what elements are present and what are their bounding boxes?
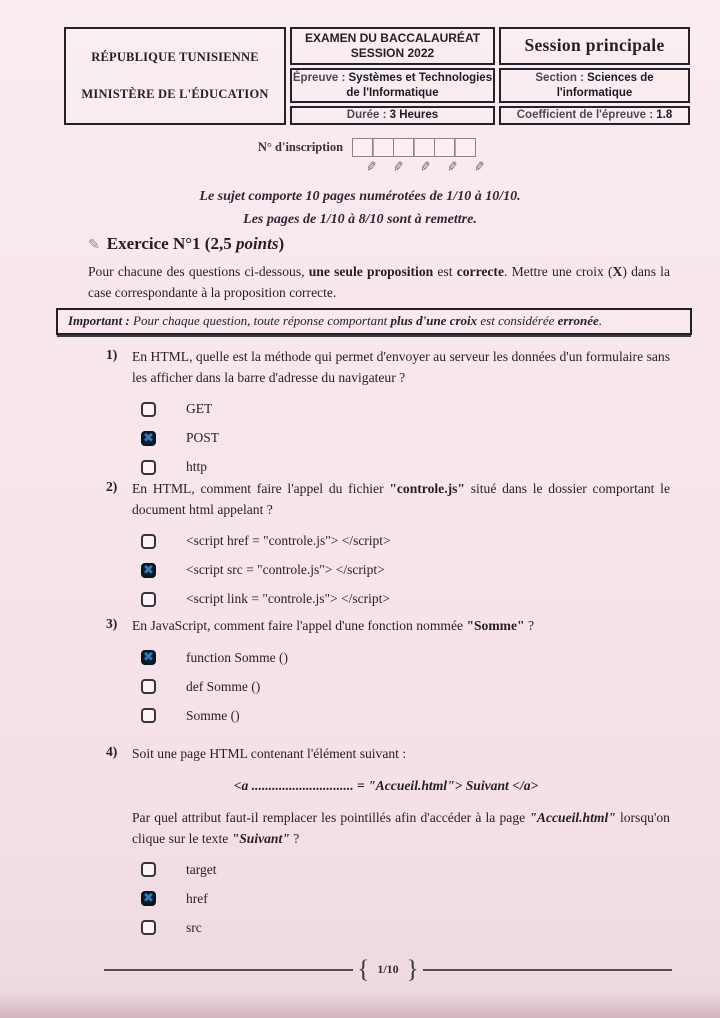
option-label: <script src = "controle.js"> </script> (186, 562, 385, 578)
option-label: href (186, 890, 208, 906)
question-bold: "Suivant" (231, 830, 290, 846)
question-2-text (132, 479, 670, 520)
inscription-box[interactable] (413, 138, 435, 157)
important-text: Pour chaque question, toute réponse comportant (129, 313, 391, 328)
option-somme (141, 708, 670, 724)
question-bold: "Accueil.html" (529, 809, 616, 825)
inscription-box[interactable] (434, 138, 456, 157)
option-script-href (141, 533, 670, 549)
header-right-column (499, 27, 690, 125)
question-text: Par quel attribut faut-il remplacer les pointillés afin d'accéder à la page (132, 809, 530, 825)
question-text: ? (289, 830, 300, 846)
inscription-label: N° d'inscription (257, 140, 344, 154)
intro-text: ) dans la case correspondante à la proposition correcte. (88, 264, 670, 301)
x-mark-icon: ✖ (143, 650, 154, 666)
question-2 (106, 479, 670, 607)
question-4-number: 4) (106, 744, 118, 759)
checkbox[interactable] (141, 431, 156, 446)
epreuve-cell (290, 68, 495, 103)
exam-title: EXAMEN DU BACCALAURÉAT (304, 31, 481, 45)
x-mark-icon: ✖ (143, 430, 154, 446)
checkbox[interactable] (141, 460, 156, 475)
footer-brace-left: { (357, 956, 370, 983)
inscription-box[interactable] (454, 138, 476, 157)
pencil-icon: ✎ (391, 159, 405, 176)
pencil-icon: ✎ (365, 159, 378, 176)
exercise-1-title: Exercice N°1 (2,5 (106, 234, 236, 253)
session-title: Session principale (524, 35, 665, 56)
checkbox[interactable] (141, 920, 156, 935)
checkbox[interactable] (141, 679, 156, 694)
important-text: . (598, 313, 603, 328)
important-note (56, 308, 692, 335)
inscription-row (0, 138, 720, 157)
intro-text: . Mettre une croix ( (503, 264, 613, 279)
option-get (141, 401, 670, 417)
section-value: Sciences de l'informatique (556, 72, 654, 99)
question-1 (106, 347, 670, 475)
intro-bold: correcte (456, 264, 504, 279)
pencil-icon: ✎ (418, 159, 432, 176)
session-cell (499, 27, 690, 65)
important-bold: plus d'une croix (390, 313, 478, 328)
question-text: En HTML, comment faire l'appel du fichier (132, 481, 390, 496)
pencil-stamps-row (366, 160, 485, 175)
option-http (141, 459, 670, 475)
option-label: POST (186, 430, 220, 446)
page-footer (104, 957, 672, 982)
epreuve-label: Épreuve : (292, 72, 346, 85)
option-src (141, 920, 670, 936)
exercise-1-title-close: ) (278, 234, 285, 253)
exercise-1-heading (88, 234, 284, 254)
epreuve-value: Systèmes et Technologies de l'Informatique (346, 72, 493, 99)
question-bold: "controle.js" (389, 481, 465, 496)
notice-line-1: Le sujet comporte 10 pages numérotées de 1/10 à 10/10. (199, 189, 521, 204)
coefficient-value: 1.8 (656, 109, 673, 122)
important-bold: erronée (557, 313, 599, 328)
option-script-link (141, 591, 670, 607)
pencil-icon: ✎ (472, 159, 486, 176)
exercise-1-points: points (235, 234, 279, 253)
checkbox[interactable] (141, 592, 156, 607)
header-middle-column (290, 27, 495, 125)
option-label: def Somme () (186, 678, 261, 694)
intro-bold: X (612, 264, 623, 279)
notice-line-2: Les pages de 1/10 à 8/10 sont à remettre. (243, 211, 477, 227)
intro-text: Pour chacune des questions ci-dessous, (88, 264, 309, 279)
option-label: GET (186, 401, 213, 417)
inscription-box[interactable] (393, 138, 415, 157)
option-label: function Somme () (186, 649, 288, 665)
question-4-paragraph (132, 807, 670, 849)
checkbox[interactable] (141, 650, 156, 665)
option-def-somme (141, 679, 670, 695)
option-href (141, 891, 670, 907)
coefficient-label: Coefficient de l'épreuve : (516, 109, 654, 122)
option-target (141, 862, 670, 878)
duree-value: 3 Heures (389, 109, 439, 122)
option-post (141, 430, 670, 446)
inscription-boxes (353, 138, 476, 157)
option-function-somme (141, 650, 670, 666)
footer-rule-left (104, 969, 353, 971)
option-label: Somme () (186, 707, 240, 723)
question-3-text (132, 616, 670, 637)
option-label: target (186, 861, 217, 877)
republic-line: RÉPUBLIQUE TUNISIENNE (91, 50, 259, 65)
x-mark-icon: ✖ (143, 562, 154, 578)
important-text: est considérée (477, 313, 558, 328)
checkbox[interactable] (141, 402, 156, 417)
question-4-options (141, 862, 670, 936)
inscription-box[interactable] (352, 138, 374, 157)
question-text: situé dans le dossier comportant le document html appelant ? (132, 481, 670, 517)
exercise-1-intro (88, 261, 670, 303)
question-3-options (141, 650, 670, 724)
checkbox[interactable] (141, 891, 156, 906)
coefficient-cell (499, 106, 690, 125)
option-label: http (186, 459, 208, 475)
question-text: lorsqu'on clique sur le texte (132, 809, 670, 846)
option-label: <script href = "controle.js"> </script> (186, 533, 391, 549)
question-1-text: En HTML, quelle est la méthode qui permet d'envoyer au serveur les données d'un formulaire sans les afficher dans la barre d'adresse du navigateur ? (132, 349, 670, 385)
checkbox[interactable] (141, 563, 156, 578)
question-bold: "Somme" (466, 618, 525, 633)
question-2-number: 2) (106, 479, 118, 494)
pencil-icon: ✎ (445, 159, 459, 176)
checkbox[interactable] (141, 534, 156, 549)
checkbox[interactable] (141, 708, 156, 723)
option-label: src (186, 919, 202, 935)
option-script-src (141, 562, 670, 578)
section-cell (499, 68, 690, 103)
question-text: En JavaScript, comment faire l'appel d'une fonction nommée (132, 618, 467, 633)
question-2-options (141, 533, 670, 607)
page-number: 1/10 (377, 962, 399, 976)
option-label: <script link = "controle.js"> </script> (186, 591, 390, 607)
question-4-text: Soit une page HTML contenant l'élément suivant : (132, 746, 407, 761)
header-left-cell (64, 27, 286, 125)
question-4-code: <a .............................. = "Accueil.html"> Suivant </a> (233, 777, 539, 793)
duree-cell (290, 106, 495, 125)
question-1-options (141, 401, 670, 475)
important-label: Important : (68, 313, 130, 328)
inscription-box[interactable] (372, 138, 394, 157)
section-label: Section : (535, 72, 584, 85)
duree-label: Durée : (346, 109, 387, 122)
question-3-number: 3) (106, 616, 118, 631)
exam-header-table (64, 27, 690, 125)
footer-brace-right: } (406, 956, 419, 983)
x-mark-icon: ✖ (143, 891, 154, 907)
exam-title-cell (290, 27, 495, 65)
question-1-number: 1) (106, 347, 118, 362)
footer-rule-right (423, 969, 672, 971)
subject-notice (0, 186, 720, 231)
question-3 (106, 616, 670, 724)
question-text: ? (524, 618, 535, 633)
intro-bold: une seule proposition (308, 264, 434, 279)
intro-text: est (433, 264, 457, 279)
ministry-line: MINISTÈRE DE L'ÉDUCATION (81, 86, 269, 101)
exam-session: SESSION 2022 (350, 46, 435, 60)
pencil-icon: ✎ (88, 237, 100, 253)
question-4 (106, 744, 670, 936)
checkbox[interactable] (141, 862, 156, 877)
